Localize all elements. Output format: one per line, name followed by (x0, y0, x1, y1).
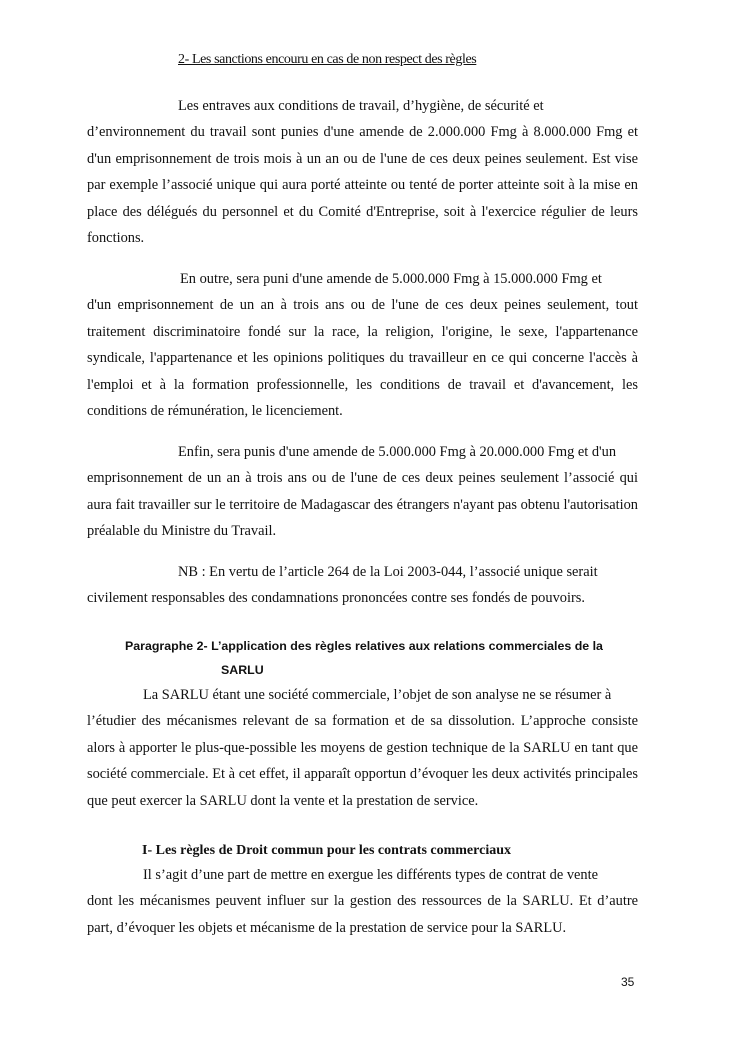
paragraph-body: dont les mécanismes peuvent influer sur la gestion des ressources de la SARLU. Et d’autre part, d’évoquer les objets et mécanisme de la prestation de service pour la SARLU. (87, 893, 638, 936)
paragraph-lead: Il s’agit d’une part de mettre en exergue les différents types de contrat de vente (143, 867, 598, 883)
paragraph-sanctions-3 (87, 439, 638, 545)
paragraph-contracts (87, 862, 638, 941)
paragraph-sanctions-1 (87, 93, 638, 251)
paragraph-heading-line2: SARLU (221, 663, 264, 677)
subheading: I- Les règles de Droit commun pour les contrats commerciaux (142, 843, 511, 858)
paragraph-heading-line1: Paragraphe 2- L’application des règles relatives aux relations commerciales de la (125, 639, 603, 653)
paragraph-sanctions-2 (87, 266, 638, 424)
paragraph-body: d’environnement du travail sont punies d'une amende de 2.000.000 Fmg à 8.000.000 Fmg et d'un emprisonnement de trois mois à un an ou de l'une de ces deux peines seulement. Est vise par exemple l’associé unique qui aura porté atteinte ou tenté de porter atteinte soit à la mise en place des délégués du personnel et du Comité d'Entreprise, soit à l'exercice régulier de leurs fonctions. (87, 124, 638, 247)
page-number: 35 (621, 975, 635, 989)
paragraph-sarlu-intro (87, 682, 638, 814)
paragraph-lead: Les entraves aux conditions de travail, d’hygiène, de sécurité et (178, 98, 544, 114)
paragraph-lead: NB : En vertu de l’article 264 de la Loi 2003-044, l’associé unique serait (178, 564, 598, 580)
paragraph-body: d'un emprisonnement de un an à trois ans ou de l'une de ces deux peines seulement, tout traitement discriminatoire fondé sur la race, la religion, l'origine, le sexe, l'appartenance syndicale, l'appartenance et les opinions politiques du travailleur en ce qui concerne l'accès à l'emploi et à la formation professionnelle, les conditions de travail et d'avancement, les conditions de rémunération, le licenciement. (87, 297, 638, 420)
paragraph-lead: En outre, sera puni d'une amende de 5.000.000 Fmg à 15.000.000 Fmg et (180, 271, 602, 287)
paragraph-body: l’étudier des mécanismes relevant de sa formation et de sa dissolution. L’approche consiste alors à apporter le plus-que-possible les moyens de gestion technique de la SARLU en tant que société commerciale. Et à cet effet, il apparaît opportun d’évoquer les deux activités principales que peut exercer la SARLU dont la vente et la prestation de service. (87, 713, 638, 809)
section-title: 2- Les sanctions encouru en cas de non respect des règles (178, 52, 477, 67)
paragraph-lead: La SARLU étant une société commerciale, l’objet de son analyse ne se résumer à (143, 687, 612, 703)
paragraph-heading (125, 634, 638, 682)
paragraph-body: civilement responsables des condamnations prononcées contre ses fondés de pouvoirs. (87, 590, 585, 607)
paragraph-body: emprisonnement de un an à trois ans ou de l'une de ces deux peines seulement l’associé qui aura fait travailler sur le territoire de Madagascar des étrangers n'ayant pas obtenu l'autorisation préalable du Ministre du Travail. (87, 470, 638, 540)
paragraph-lead: Enfin, sera punis d'une amende de 5.000.000 Fmg à 20.000.000 Fmg et d'un (178, 444, 617, 460)
paragraph-nb (87, 559, 638, 612)
